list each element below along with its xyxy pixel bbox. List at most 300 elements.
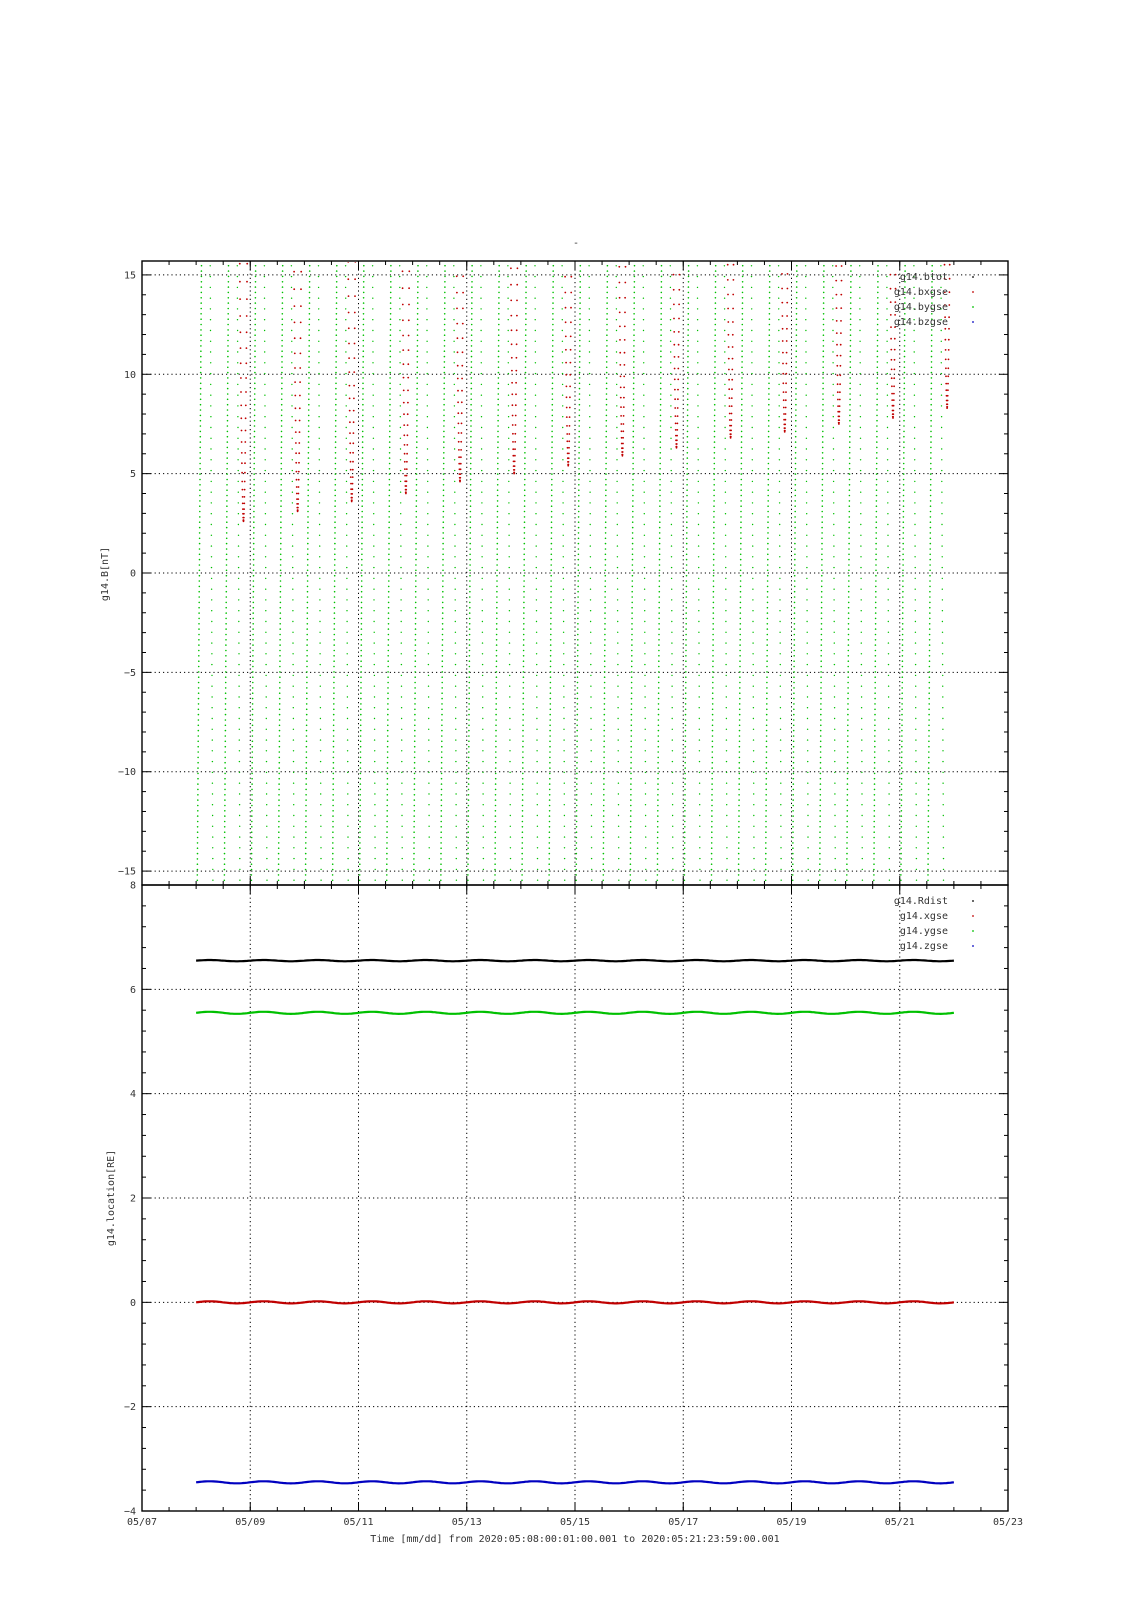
bygse-point bbox=[469, 564, 471, 566]
bygse-point bbox=[251, 826, 253, 828]
bygse-point bbox=[738, 858, 740, 860]
bygse-point bbox=[658, 725, 660, 727]
bygse-point bbox=[197, 810, 199, 812]
bygse-point bbox=[877, 350, 879, 352]
bygse-point bbox=[399, 351, 400, 352]
bygse-point bbox=[507, 287, 508, 288]
bygse-point bbox=[361, 543, 363, 545]
bygse-point bbox=[333, 655, 335, 657]
bygse-point bbox=[264, 254, 265, 255]
bygse-point bbox=[306, 725, 308, 727]
bygse-point bbox=[497, 495, 499, 497]
bygse-point bbox=[741, 404, 743, 406]
bygse-point bbox=[335, 436, 337, 438]
bygse-point bbox=[715, 265, 717, 267]
bygse-point bbox=[237, 448, 238, 449]
bygse-point bbox=[819, 847, 821, 849]
bygse-point bbox=[254, 431, 256, 433]
bygse-point bbox=[766, 757, 768, 759]
bygse-point bbox=[254, 425, 256, 427]
bygse-point bbox=[685, 623, 687, 625]
bygse-point bbox=[468, 757, 470, 759]
bygse-point bbox=[712, 757, 714, 759]
bygse-point bbox=[320, 718, 321, 719]
bygse-point bbox=[796, 313, 798, 315]
bygse-point bbox=[482, 772, 483, 773]
bygse-point bbox=[778, 254, 779, 255]
bygse-point bbox=[688, 281, 690, 283]
bygse-point bbox=[537, 858, 538, 859]
bygse-point bbox=[198, 703, 200, 705]
bygse-point bbox=[712, 628, 714, 630]
bygse-point bbox=[822, 505, 824, 507]
bygse-point bbox=[563, 718, 564, 719]
bygse-point bbox=[795, 420, 797, 422]
bygse-point bbox=[550, 575, 552, 577]
bygse-point bbox=[901, 751, 903, 753]
bygse-point bbox=[416, 473, 418, 475]
bygse-point bbox=[552, 308, 554, 310]
bygse-point bbox=[307, 516, 309, 518]
bygse-point bbox=[875, 655, 877, 657]
bygse-point bbox=[359, 837, 361, 839]
bygse-point bbox=[850, 324, 852, 326]
bygse-point bbox=[589, 405, 590, 406]
bygse-point bbox=[914, 556, 915, 557]
bygse-point bbox=[444, 324, 446, 326]
bygse-point bbox=[874, 730, 876, 732]
bygse-point bbox=[306, 735, 308, 737]
bygse-point bbox=[820, 778, 822, 780]
bygse-point bbox=[455, 696, 456, 697]
bygse-point bbox=[914, 438, 915, 439]
bygse-point bbox=[780, 772, 781, 773]
bygse-point bbox=[887, 459, 888, 460]
bygse-point bbox=[606, 415, 608, 417]
bygse-point bbox=[334, 612, 336, 614]
bygse-point bbox=[576, 805, 578, 807]
bygse-point bbox=[607, 265, 609, 267]
bygse-point bbox=[471, 340, 473, 342]
bygse-point bbox=[847, 767, 849, 769]
bygse-point bbox=[228, 297, 230, 299]
bygse-point bbox=[779, 632, 780, 633]
bygse-point bbox=[644, 621, 645, 622]
bygse-point bbox=[820, 773, 822, 775]
bygse-point bbox=[441, 741, 443, 743]
bygse-point bbox=[604, 655, 606, 657]
bygse-point bbox=[390, 292, 392, 294]
bygse-point bbox=[579, 324, 581, 326]
bygse-point bbox=[807, 750, 808, 751]
bygse-point bbox=[820, 655, 822, 657]
bygse-point bbox=[834, 642, 835, 643]
bygse-point bbox=[793, 762, 795, 764]
bygse-point bbox=[928, 741, 930, 743]
bygse-point bbox=[225, 628, 227, 630]
bygse-point bbox=[930, 500, 932, 502]
bygse-point bbox=[495, 709, 497, 711]
bygse-point bbox=[308, 377, 310, 379]
bygse-point bbox=[307, 607, 309, 609]
bygse-point bbox=[561, 287, 562, 288]
bygse-point bbox=[535, 492, 536, 493]
bygse-point bbox=[308, 463, 310, 465]
bygse-point bbox=[739, 655, 741, 657]
bygse-point bbox=[901, 703, 903, 705]
bygse-point bbox=[929, 671, 931, 673]
bygse-point bbox=[604, 618, 606, 620]
bygse-point bbox=[712, 762, 714, 764]
bygse-point bbox=[361, 554, 363, 556]
bygse-point bbox=[741, 420, 743, 422]
bygse-point bbox=[661, 302, 663, 304]
bygse-point bbox=[282, 313, 284, 315]
bygse-point bbox=[525, 393, 527, 395]
bygse-point bbox=[319, 535, 320, 536]
bygse-point bbox=[483, 847, 484, 848]
bygse-point bbox=[914, 362, 915, 363]
bygse-point bbox=[874, 789, 876, 791]
bygse-point bbox=[252, 714, 254, 716]
bygse-point bbox=[525, 399, 527, 401]
bygse-point bbox=[821, 618, 823, 620]
bygse-point bbox=[901, 762, 903, 764]
bygse-point bbox=[820, 709, 822, 711]
bygse-point bbox=[606, 425, 608, 427]
bygse-point bbox=[305, 826, 307, 828]
bygse-point bbox=[390, 270, 392, 272]
bygse-point bbox=[658, 671, 660, 673]
bygse-point bbox=[902, 591, 904, 593]
bygse-point bbox=[633, 302, 635, 304]
bygse-point bbox=[670, 384, 671, 385]
bygse-point bbox=[780, 675, 781, 676]
bygse-point bbox=[319, 438, 320, 439]
bygse-point bbox=[468, 751, 470, 753]
bygse-point bbox=[523, 564, 525, 566]
bygse-point bbox=[833, 448, 834, 449]
bygse-point bbox=[874, 714, 876, 716]
bygse-point bbox=[252, 639, 254, 641]
bygse-point bbox=[687, 383, 689, 385]
bygse-point bbox=[281, 393, 283, 395]
bygse-point bbox=[346, 438, 347, 439]
bygse-point bbox=[849, 388, 851, 390]
bygse-point bbox=[413, 858, 415, 860]
bygse-point bbox=[630, 847, 632, 849]
bygse-point bbox=[467, 847, 469, 849]
bygse-point bbox=[591, 858, 592, 859]
bygse-point bbox=[630, 741, 632, 743]
bygse-point bbox=[820, 789, 822, 791]
bygse-point bbox=[660, 356, 662, 358]
bygse-point bbox=[468, 805, 470, 807]
bygse-point bbox=[469, 580, 471, 582]
bygse-point bbox=[579, 399, 581, 401]
bygse-point bbox=[496, 591, 498, 593]
bygse-point bbox=[562, 427, 563, 428]
bygse-point bbox=[197, 869, 199, 871]
bygse-point bbox=[292, 610, 293, 611]
bygse-point bbox=[199, 543, 201, 545]
bygse-point bbox=[765, 880, 767, 882]
bygse-point bbox=[522, 714, 524, 716]
bygse-point bbox=[903, 452, 905, 454]
bygse-point bbox=[201, 270, 203, 272]
bygse-point bbox=[468, 794, 470, 796]
bygse-point bbox=[470, 473, 472, 475]
bygse-point bbox=[644, 696, 645, 697]
bygse-point bbox=[308, 383, 310, 385]
bygse-point bbox=[225, 639, 227, 641]
bygse-point bbox=[562, 492, 563, 493]
bygse-point bbox=[335, 441, 337, 443]
bygse-point bbox=[522, 746, 524, 748]
bygse-point bbox=[535, 319, 536, 320]
bygse-point bbox=[859, 330, 860, 331]
bygse-point bbox=[875, 644, 877, 646]
bygse-point bbox=[253, 570, 255, 572]
bygse-point bbox=[238, 502, 239, 503]
bygse-point bbox=[875, 548, 877, 550]
bygse-point bbox=[767, 586, 769, 588]
bygse-point bbox=[877, 318, 879, 320]
bygse-point bbox=[796, 329, 798, 331]
bygse-point bbox=[658, 741, 660, 743]
bygse-point bbox=[915, 610, 916, 611]
bygse-point bbox=[552, 340, 554, 342]
bygse-point bbox=[807, 783, 808, 784]
bygse-point bbox=[252, 709, 254, 711]
bygse-point bbox=[523, 607, 525, 609]
bygse-point bbox=[579, 313, 581, 315]
bygse-point bbox=[496, 580, 498, 582]
bygse-point bbox=[224, 789, 226, 791]
bygse-point bbox=[482, 686, 483, 687]
bygse-point bbox=[417, 308, 419, 310]
bygse-point bbox=[617, 686, 618, 687]
bygse-point bbox=[575, 890, 577, 892]
bygse-point bbox=[510, 869, 511, 870]
bygse-point bbox=[591, 890, 592, 891]
bygse-point bbox=[278, 810, 280, 812]
bygse-point bbox=[927, 847, 929, 849]
bygse-point bbox=[698, 578, 699, 579]
bygse-point bbox=[335, 452, 337, 454]
bygse-point bbox=[688, 297, 690, 299]
bygse-point bbox=[590, 739, 591, 740]
bygse-point bbox=[480, 330, 481, 331]
bygse-point bbox=[211, 545, 212, 546]
bygse-point bbox=[928, 746, 930, 748]
bygse-point bbox=[902, 575, 904, 577]
bygse-point bbox=[469, 559, 471, 561]
bygse-point bbox=[510, 880, 511, 881]
bygse-point bbox=[686, 607, 688, 609]
bygse-point bbox=[401, 707, 402, 708]
bygse-point bbox=[821, 586, 823, 588]
bygse-point bbox=[198, 687, 200, 689]
bygse-point bbox=[753, 772, 754, 773]
bygse-point bbox=[227, 356, 229, 358]
bygse-point bbox=[372, 254, 373, 255]
bygse-point bbox=[768, 399, 770, 401]
bygse-point bbox=[497, 447, 499, 449]
bygse-point bbox=[550, 703, 552, 705]
bygse-point bbox=[658, 602, 660, 604]
bygse-point bbox=[308, 425, 310, 427]
bygse-point bbox=[251, 837, 253, 839]
bygse-point bbox=[713, 527, 715, 529]
bygse-point bbox=[846, 890, 848, 892]
bygse-point bbox=[282, 254, 284, 256]
bygse-point bbox=[751, 362, 752, 363]
bygse-point bbox=[739, 692, 741, 694]
bygse-point bbox=[616, 341, 617, 342]
bygse-point bbox=[644, 664, 645, 665]
bygse-point bbox=[347, 664, 348, 665]
bygse-point bbox=[522, 762, 524, 764]
bygse-point bbox=[792, 837, 794, 839]
bygse-point bbox=[359, 853, 361, 855]
bygse-point bbox=[645, 836, 646, 837]
bygse-point bbox=[307, 489, 309, 491]
bygse-point bbox=[279, 666, 281, 668]
bygse-point bbox=[849, 463, 851, 465]
bygse-point bbox=[413, 826, 415, 828]
bygse-point bbox=[414, 789, 416, 791]
bygse-point bbox=[847, 671, 849, 673]
bygse-point bbox=[887, 545, 888, 546]
bygse-point bbox=[670, 416, 671, 417]
bygse-point bbox=[768, 452, 770, 454]
bygse-point bbox=[564, 847, 565, 848]
bygse-point bbox=[876, 495, 878, 497]
bygse-point bbox=[226, 484, 228, 486]
bygse-point bbox=[876, 468, 878, 470]
bygse-point bbox=[550, 639, 552, 641]
bygse-point bbox=[291, 362, 292, 363]
bygse-point bbox=[697, 416, 698, 417]
bygse-point bbox=[765, 794, 767, 796]
bygse-point bbox=[227, 329, 229, 331]
bygse-point bbox=[455, 632, 456, 633]
bygse-point bbox=[767, 580, 769, 582]
bygse-point bbox=[440, 874, 442, 876]
bygse-point bbox=[887, 567, 888, 568]
bygse-point bbox=[660, 361, 662, 363]
bygse-point bbox=[552, 350, 554, 352]
bygse-point bbox=[822, 420, 824, 422]
bygse-point bbox=[564, 826, 565, 827]
bygse-point bbox=[888, 750, 889, 751]
bygse-point bbox=[714, 350, 716, 352]
bygse-point bbox=[525, 308, 527, 310]
bygse-point bbox=[779, 438, 780, 439]
bygse-point bbox=[714, 388, 716, 390]
bygse-point bbox=[495, 821, 497, 823]
bygse-point bbox=[875, 671, 877, 673]
bygse-point bbox=[254, 399, 256, 401]
bygse-point bbox=[793, 692, 795, 694]
bygse-point bbox=[712, 709, 714, 711]
bygse-point bbox=[859, 276, 860, 277]
bygse-point bbox=[850, 308, 852, 310]
bygse-point bbox=[239, 836, 240, 837]
bygse-point bbox=[807, 653, 808, 654]
bygse-point bbox=[901, 730, 903, 732]
bygse-point bbox=[873, 821, 875, 823]
bygse-point bbox=[686, 489, 688, 491]
bygse-point bbox=[875, 607, 877, 609]
bygse-point bbox=[670, 319, 671, 320]
bygse-point bbox=[306, 703, 308, 705]
bygse-point bbox=[768, 356, 770, 358]
bygse-point bbox=[278, 805, 280, 807]
bygse-point bbox=[725, 642, 726, 643]
bygse-point bbox=[401, 632, 402, 633]
bygse-point bbox=[903, 468, 905, 470]
bygse-point bbox=[821, 591, 823, 593]
bygse-point bbox=[769, 334, 771, 336]
bygse-point bbox=[903, 500, 905, 502]
bygse-point bbox=[862, 890, 863, 891]
bygse-point bbox=[659, 554, 661, 556]
bygse-point bbox=[198, 682, 200, 684]
bygse-point bbox=[643, 459, 644, 460]
bygse-point bbox=[643, 298, 644, 299]
bygse-point bbox=[363, 345, 365, 347]
bygse-point bbox=[902, 607, 904, 609]
bygse-point bbox=[685, 730, 687, 732]
bygse-point bbox=[279, 623, 281, 625]
bygse-point bbox=[361, 639, 363, 641]
bygse-point bbox=[738, 837, 740, 839]
bygse-point bbox=[308, 334, 310, 336]
bygse-point bbox=[657, 874, 659, 876]
bygse-point bbox=[670, 373, 671, 374]
bygse-point bbox=[332, 842, 334, 844]
bygse-point bbox=[238, 567, 239, 568]
bygse-point bbox=[606, 313, 608, 315]
bygse-point bbox=[305, 815, 307, 817]
bygse-point bbox=[606, 345, 608, 347]
bygse-point bbox=[686, 543, 688, 545]
bygse-point bbox=[713, 559, 715, 561]
bygse-point bbox=[685, 634, 687, 636]
bygse-point bbox=[226, 473, 228, 475]
bygse-point bbox=[617, 664, 618, 665]
bygse-point bbox=[779, 470, 780, 471]
bygse-point bbox=[578, 452, 580, 454]
bygse-point bbox=[605, 463, 607, 465]
bygse-point bbox=[562, 308, 563, 309]
bygse-point bbox=[281, 441, 283, 443]
bygse-point bbox=[659, 575, 661, 577]
bygse-point bbox=[725, 448, 726, 449]
bygse-point bbox=[616, 459, 617, 460]
bygse-point bbox=[657, 810, 659, 812]
bygse-point bbox=[388, 612, 390, 614]
bygse-point bbox=[767, 495, 769, 497]
bygse-point bbox=[712, 719, 714, 721]
bygse-point bbox=[699, 858, 700, 859]
bygse-point bbox=[796, 286, 798, 288]
bygse-point bbox=[822, 495, 824, 497]
bygse-point bbox=[306, 687, 308, 689]
bygse-point bbox=[671, 675, 672, 676]
